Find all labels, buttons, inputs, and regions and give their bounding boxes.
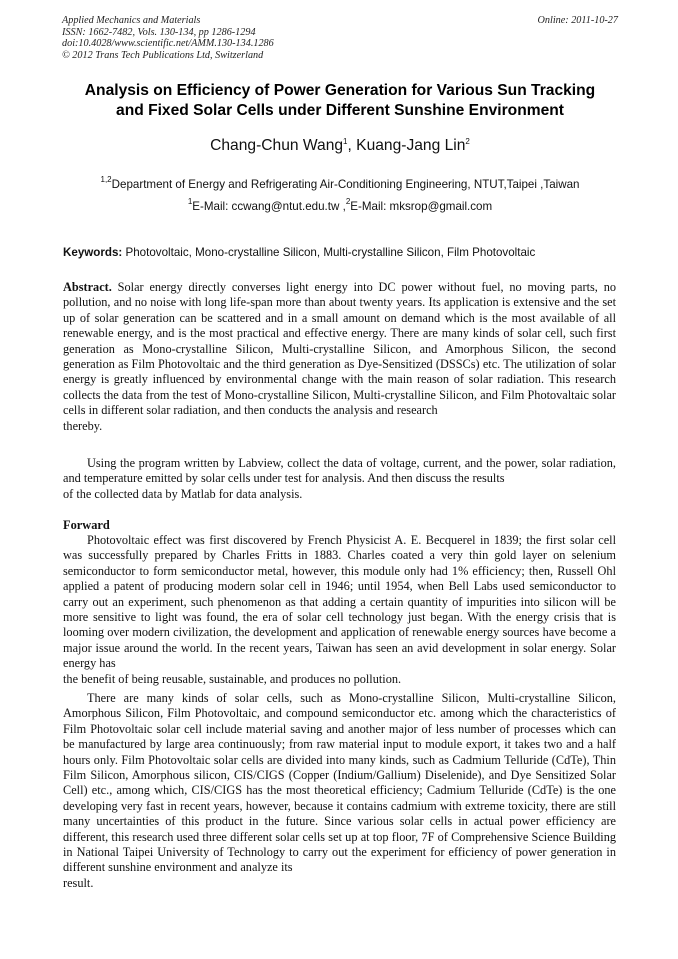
email-2-mark: 2 (345, 197, 351, 206)
email-1-mark: 1 (187, 197, 193, 206)
forward-paragraph-1-text: Photovoltaic effect was first discovered by French Physicist A. E. Becquerel in 1839; the first solar cell was successfully prepared by Charles Fritts in 1883. Charles coated a very thin gold layer on selenium semiconductor to form semiconductor metal, however, this module only had 1% efficiency; then, Russell Ohl applied a patent of producing modern solar cell in 1946; until 1954, when Bell Labs used semiconductor to carry out an experiment, such phenomenon as that adding a certain quantity of impurities into silicon will be more sensitive to light was found, the era of solar cell technology just began. With the energy crisis that is looming over modern civilization, the development and application of renewable energy sources have become a major issue around the world. In the recent years, Taiwan has seen an avid development in solar energy. Solar energy has (63, 533, 616, 671)
abstract-paragraph-2-last-line: of the collected data by Matlab for data analysis. (63, 486, 303, 501)
abstract (63, 280, 616, 434)
email-1: E-Mail: ccwang@ntut.edu.tw , (192, 200, 346, 213)
abstract-paragraph-2-text: Using the program written by Labview, collect the data of voltage, current, and the power, solar radiation, and temperature emitted by solar cells under test for analysis. And then discuss the results (63, 456, 616, 486)
title-line-1: Analysis on Efficiency of Power Generation for Various Sun Tracking (84, 82, 596, 99)
author-1: Chang-Chun Wang (210, 137, 344, 154)
author-list (62, 136, 618, 156)
keywords-label: Keywords: (63, 246, 123, 259)
author-separator: , (347, 137, 357, 154)
forward-paragraph-2-last-line: result. (63, 875, 94, 890)
title-line-2: and Fixed Solar Cells under Different Sunshine Environment (116, 102, 564, 119)
journal-header (62, 15, 618, 61)
abstract-text: Solar energy directly converses light energy into DC power without fuel, no moving parts, no pollution, and no noise with long life-span more than about twenty years. Its application is extensive and the set up of solar generation can be scattered and in a small amount on demand which is the most available of all renewable energy, and is the most practical and effective energy. There are many kinds of solar cell, such first generation as Mono-crystalline Silicon, Multi-crystalline Silicon, and Amorphous Silicon, the second generation as Film Photovoltaic and the third generation as Dye-Sensitized (DSSCs) etc. The utilization of solar energy is greatly influenced by environmental change with the main reason of solar radiation. This research collects the data from the test of Mono-crystalline Silicon, Multi-crystalline Silicon, and Film Photovaltaic solar cells in different solar radiation, and then conducts the analysis and research (63, 280, 616, 418)
forward-paragraph-1 (63, 533, 616, 687)
keywords (63, 245, 619, 261)
forward-paragraph-1-last-line: the benefit of being reusable, sustainable, and produces no pollution. (63, 671, 402, 686)
keywords-text: Photovoltaic, Mono-crystalline Silicon, Multi-crystalline Silicon, Film Photovoltaic (122, 246, 536, 259)
paper-title (62, 81, 618, 121)
email-line (62, 199, 618, 215)
author-1-affiliation-mark: 1 (343, 137, 348, 146)
online-date: Online: 2011-10-27 (537, 15, 618, 26)
forward-paragraph-2 (63, 691, 616, 891)
affiliation-text: Department of Energy and Refrigerating Air-Conditioning Engineering, NTUT,Taipei ,Taiwan (111, 178, 580, 191)
abstract-label: Abstract. (63, 280, 112, 294)
affiliation (62, 177, 618, 193)
section-heading-forward: Forward (63, 518, 110, 532)
copyright-line: © 2012 Trans Tech Publications Ltd, Switzerland (62, 49, 264, 61)
author-2: Kuang-Jang Lin (356, 137, 466, 154)
author-2-affiliation-mark: 2 (465, 137, 470, 146)
journal-name: Applied Mechanics and Materials (62, 15, 201, 26)
doi-line: doi:10.4028/www.scientific.net/AMM.130-134.1286 (62, 38, 274, 50)
forward-paragraph-2-text: There are many kinds of solar cells, such as Mono-crystalline Silicon, Multi-crystalline Silicon, Amorphous Silicon, Film Photovoltaic, and compound semiconductor etc. among which the characteristics of Film Photovoltaic solar cell include material saving and another major of less number of processes which can be manufactured by large area continuously; from raw material input to module export, it takes two and a half hours only. Film Photovoltaic solar cells are divided into many kinds, such as Cadmium Telluride (CdTe), Thin Film Silicon, Amorphous silicon, CIS/CIGS (Copper (Indium/Gallium) Diselenide), and Dye Sensitized Solar Cell) etc., among which, CIS/CIGS has the most theoretical efficiency; Cadmium Telluride (CdTe) is the one developing very fast in recent years, however, because it contains cadmium with extreme toxicity, there are still many uncertainties of this product in the future. Since various solar cells in actual power efficiency are different, this research used three different solar cells set up at top floor, 7F of Comprehensive Science Building in National Taipei University of Technology to carry out the experiment for efficiency of power generation in different sunshine environment and analyze its (63, 691, 616, 875)
email-2: E-Mail: mksrop@gmail.com (350, 200, 493, 213)
abstract-paragraph-2 (63, 456, 616, 502)
issn-line: ISSN: 1662-7482, Vols. 130-134, pp 1286-1294 (62, 26, 256, 38)
affiliation-mark: 1,2 (100, 175, 112, 184)
abstract-last-line: thereby. (63, 418, 103, 433)
